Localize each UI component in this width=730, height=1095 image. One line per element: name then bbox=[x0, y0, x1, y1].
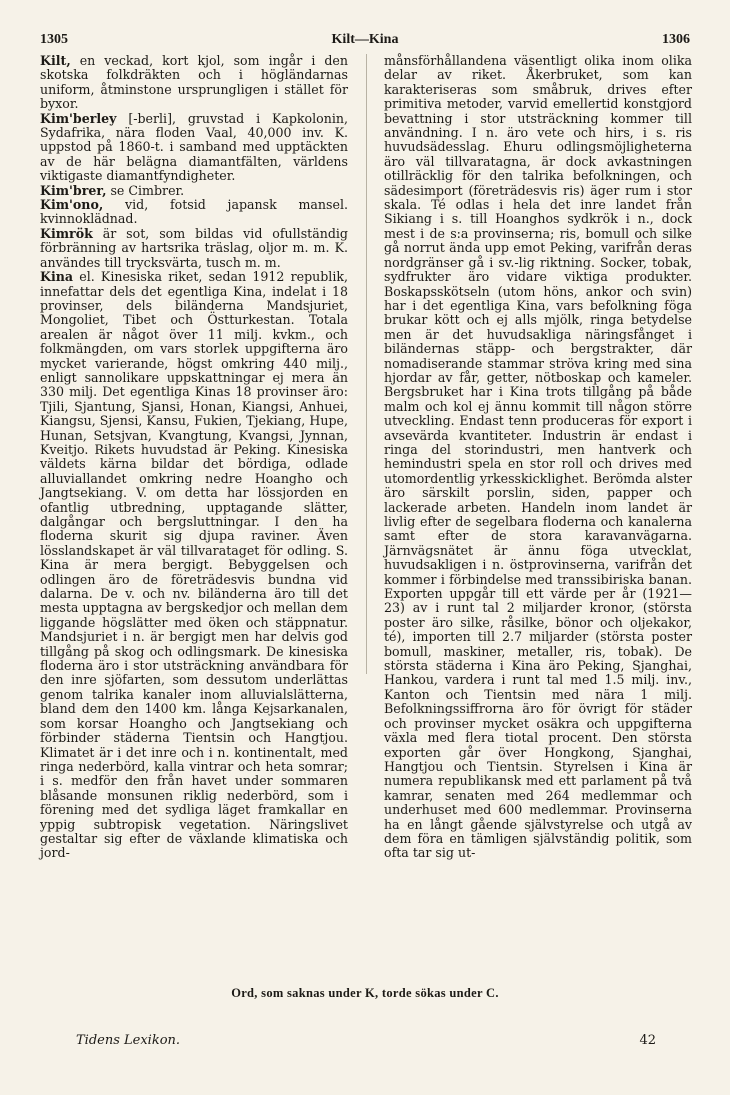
entry-text: el. Kinesiska riket, sedan 1912 republik, innefattar dels det egentliga Kina, indelat i 18 provinser, dels biländerna Mandsjuriet, Mongoliet, Tibet och Östturkestan. Totala arealen är något över 11 milj. kvkm., och folkmängden, om vars storlek uppgifterna äro mycket varierande, högst omkring 440 milj., enligt sannolikare uppskattningar ej mera än 330 milj. Det egentliga Kinas 18 provinser äro: Tjili, Sjantung, Sjansi, Honan, Kiangsi, Anhuei, Kiangsu, Sjensi, Kansu, Fukien, Tjekiang, Hupe, Hunan, Setsjvan, Kvangtung, Kvangsi, Jynnan, Kveitjo. Rikets huvudstad är Peking. Kinesiska väldets kärna bildar det bördiga, odlade alluviallandet omkring nedre Hoangho och Jangtsekiang. V. om detta har lössjorden en ofantlig utbredning, upptagande slätter, dalgångar och bergsluttningar. I den ha floderna skurit sig djupa raviner. Även lösslandskapet är väl tillvarataget för odling. S. Kina är mera bergigt. Bebyggelsen och odlingen äro de företrädesvis bundna vid dalarna. De v. och nv. biländerna äro till det mesta upptagna av bergskedjor och mellan dem liggande högslätter med öken och stäppnatur. Mandsjuriet i n. är bergigt men har delvis god tillgång på skog och odlingsmark. De kinesiska floderna äro i stor utsträckning användbara för den inre sjöfarten, som dessutom underlättas genom talrika kanaler inom alluvialslätterna, bland dem den 1400 km. långa Kejsarkanalen, som korsar Hoangho och Jangtsekiang och förbinder städerna Tientsin och Hangtjou. Klimatet är i det inre och i n. kontinentalt, med ringa nederbörd, kalla vintrar och heta somrar; i s. medför den från havet under sommaren blåsande monsunen riklig nederbörd, som i förening med det sydliga läget framkallar en yppig subtropisk vegetation. Näringslivet gestaltar sig efter de växlande klimatiska och jord- bbox=[40, 269, 348, 861]
entry-kimbrer bbox=[40, 184, 348, 198]
page-footer bbox=[76, 1033, 656, 1053]
entry-text: [-berli], gruvstad i Kapkolonin, Sydafrika, nära floden Vaal, 40,000 inv. K. uppstod på 1860-t. i samband med upptäckten av de här belägna diamantfälten, världens viktigaste diamantfyndigheter. bbox=[40, 110, 348, 184]
entry-text: är sot, som bildas vid ofullständig förbränning av hartsrika träslag, oljor m. m. K. användes till trycksvärta, tusch m. m. bbox=[40, 225, 348, 270]
page-header bbox=[40, 32, 690, 52]
headword: Kim'berley bbox=[40, 110, 117, 126]
entry-text: en veckad, kort kjol, som ingår i den skotska folkdräkten och i högländarnas uniform, åtminstone ursprungligen i stället för byxor. bbox=[40, 53, 348, 112]
headword: Kimrök bbox=[40, 225, 93, 241]
page-number-right: 1306 bbox=[662, 32, 690, 47]
entry-kimrok bbox=[40, 227, 348, 270]
publication-name: Tidens Lexikon. bbox=[76, 1033, 181, 1048]
right-column bbox=[384, 54, 692, 861]
cross-reference-note: Ord, som saknas under K, torde sökas under C. bbox=[231, 986, 499, 1000]
page-number-left: 1305 bbox=[40, 32, 68, 47]
entry-kimono bbox=[40, 198, 348, 227]
entry-text: vid, fotsid japansk mansel. kvinnoklädnad. bbox=[40, 197, 348, 227]
entry-kilt bbox=[40, 54, 348, 112]
entry-kimberley bbox=[40, 112, 348, 184]
sheet-number: 42 bbox=[639, 1033, 656, 1048]
running-title: Kilt—Kina bbox=[331, 32, 399, 47]
left-column bbox=[40, 54, 348, 861]
headword: Kilt, bbox=[40, 53, 71, 68]
headword: Kina bbox=[40, 269, 74, 285]
headword: Kim'ono, bbox=[40, 197, 104, 213]
column-divider bbox=[366, 54, 367, 674]
entry-kina-continued: månsförhållandena väsentligt olika inom olika delar av riket. Åkerbruket, som kan karakteriseras som småbruk, drives efter primitiva metoder, varvid emellertid konstgjord bevattning i stor utsträckning kommer till användning. I n. äro vete och hirs, i s. ris huvudsädesslag. Ehuru odlingsmöjligheterna äro väl tillvaratagna, är dock avkastningen otillräcklig för den talrika befolkningen, och sädesimport (företrädesvis ris) äger rum i stor skala. Té odlas i hela det inre landet från Sikiang i s. till Hoanghos sydkrök i n., dock mest i de s:a provinserna; ris, bomull och silke gå norrut ända upp emot Peking, varifrån deras nordgränser gå i sv.-lig riktning. Socker, tobak, sydfrukter äro vidare viktiga produkter. Boskapsskötseln (utom höns, ankor och svin) har i det egentliga Kina, vars befolkning föga brukar kött och ej alls mjölk, ringa betydelse men är det huvudsakliga näringsfånget i biländernas stäpp- och bergstrakter, där nomadiserande stammar ströva kring med sina hjordar av får, getter, nötboskap och kameler. Bergsbruket har i Kina trots tillgång på både malm och kol ej ännu kommit till någon större utveckling. Endast tenn produceras för export i avsevärda kvantiteter. Industrin är endast i ringa del storindustri, men hantverk och hemindustri spela en stor roll och drives med utomordentlig yrkesskicklighet. Berömda alster äro särskilt porslin, siden, papper och lackerade arbeten. Handeln inom landet är livlig efter de segelbara floderna och kanalerna samt efter de stora karavanvägarna. Järnvägsnätet är ännu föga utvecklat, huvudsakligen i n. östprovinserna, varifrån det kommer i förbindelse med transsibiriska banan. Exporten uppgår till ett värde per år (1921—23) av i runt tal 2 miljarder kronor, (största poster äro silke, råsilke, bönor och oljekakor, té), importen till 2.7 miljarder (största poster bomull, maskiner, metaller, ris, tobak). De största städerna i Kina äro Peking, Sjanghai, Hankou, vardera i runt tal med 1.5 milj. inv., Kanton och Tientsin med nära 1 milj. Befolkningssiffrorna äro för övrigt för städer och provinser mycket osäkra och uppgifterna växla med flera tiotal procent. Den största exporten går över Hongkong, Sjanghai, Hangtjou och Tientsin. Styrelsen i Kina är numera republikansk med ett parlament på två kamrar, senaten med 264 medlemmar och underhuset med 600 medlemmar. Provinserna ha en långt gående självstyrelse och utgå av dem föra en tämligen självständig politik, som ofta tar sig ut- bbox=[384, 53, 692, 861]
entry-kina bbox=[40, 270, 348, 861]
headword: Kim'brer, bbox=[40, 182, 107, 198]
entry-text: se Cimbrer. bbox=[106, 182, 185, 198]
